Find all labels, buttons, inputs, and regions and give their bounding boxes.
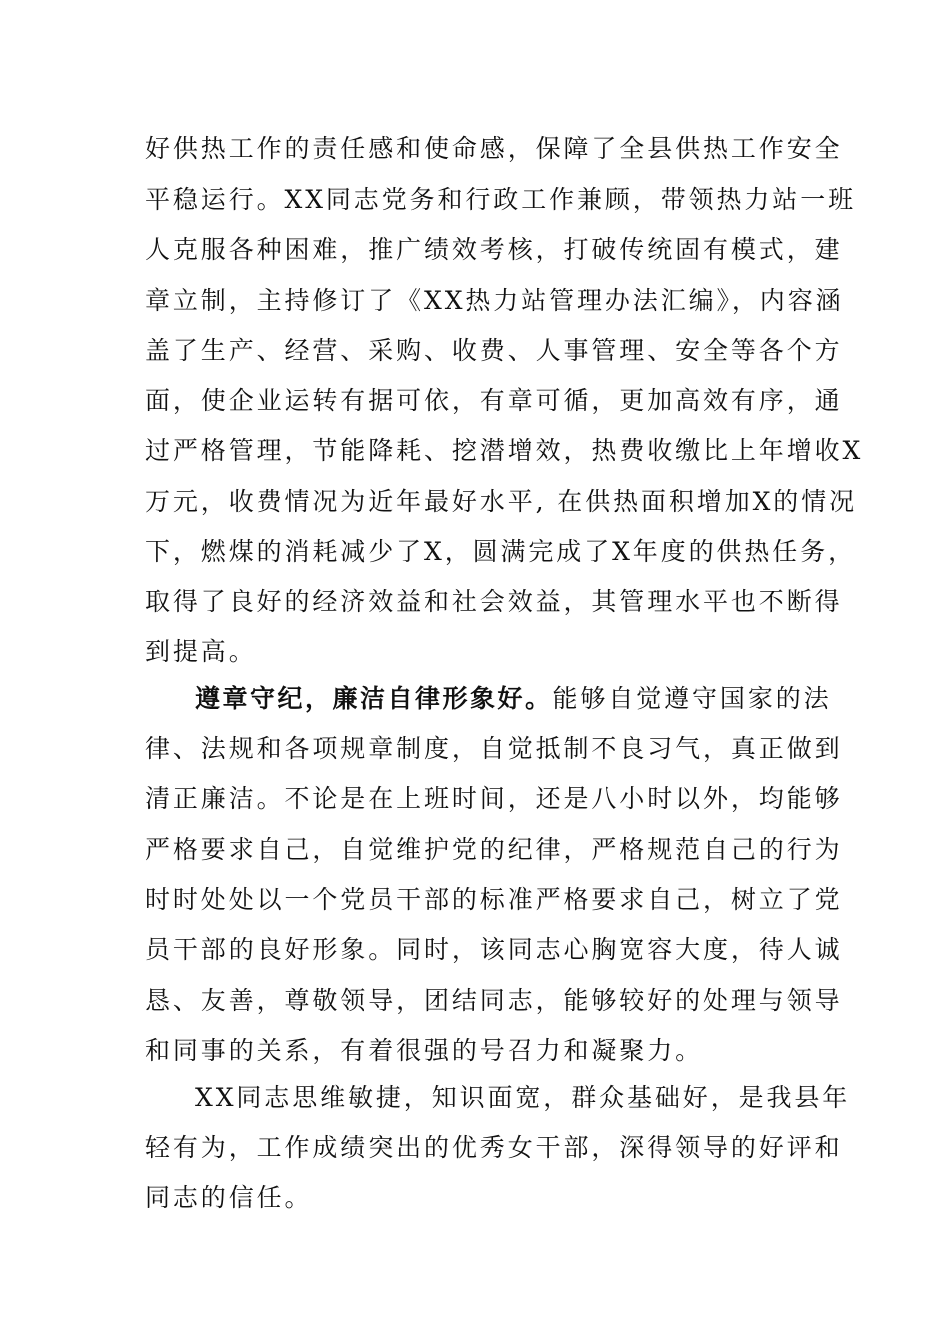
paragraph-1-line-9: 下，燃煤的消耗减少了X，圆满完成了X年度的供热任务， xyxy=(145,537,856,566)
paragraph-1-line-8: 万元，收费情况为近年最好水平, 在供热面积增加X的情况 xyxy=(145,487,857,516)
paragraph-2-line-5: 时时处处以一个党员干部的标准严格要求自己，树立了党 xyxy=(145,885,843,914)
paragraph-3-line-3: 同志的信任。 xyxy=(145,1183,313,1212)
paragraph-1-line-5: 盖了生产、经营、采购、收费、人事管理、安全等各个方 xyxy=(145,336,843,365)
paragraph-3-line-2: 轻有为，工作成绩突出的优秀女干部，深得领导的好评和 xyxy=(145,1133,843,1162)
paragraph-1-line-3: 人克服各种困难，推广绩效考核，打破传统固有模式，建 xyxy=(145,235,843,264)
paragraph-3-line-1: XX同志思维敏捷，知识面宽，群众基础好，是我县年 xyxy=(195,1083,851,1112)
paragraph-2-line-6: 员干部的良好形象。同时，该同志心胸宽容大度，待人诚 xyxy=(145,935,843,964)
paragraph-2-line-2: 律、法规和各项规章制度，自觉抵制不良习气，真正做到 xyxy=(145,734,843,763)
paragraph-2-line-1 xyxy=(195,682,832,716)
paragraph-1-line-6: 面，使企业运转有据可依，有章可循，更加高效有序，通 xyxy=(145,386,843,415)
paragraph-1-line-10: 取得了良好的经济效益和社会效益，其管理水平也不断得 xyxy=(145,587,843,616)
paragraph-2-line-3: 清正廉洁。不论是在上班时间，还是八小时以外，均能够 xyxy=(145,784,843,813)
paragraph-2-line-7: 恳、友善，尊敬领导，团结同志，能够较好的处理与领导 xyxy=(145,986,843,1015)
paragraph-2-line-1-rest: 能够自觉遵守国家的法 xyxy=(552,684,832,713)
paragraph-2-line-4: 严格要求自己，自觉维护党的纪律，严格规范自己的行为 xyxy=(145,835,843,864)
paragraph-1-line-1: 好供热工作的责任感和使命感，保障了全县供热工作安全 xyxy=(145,134,843,163)
paragraph-1-line-7: 过严格管理，节能降耗、挖潜增效，热费收缴比上年增收X xyxy=(145,436,864,465)
paragraph-1-line-11: 到提高。 xyxy=(145,637,257,666)
paragraph-1-line-4: 章立制，主持修订了《XX热力站管理办法汇编》，内容涵 xyxy=(145,286,844,315)
paragraph-2-line-8: 和同事的关系，有着很强的号召力和凝聚力。 xyxy=(145,1036,704,1065)
paragraph-1-line-2: 平稳运行。XX同志党务和行政工作兼顾，带领热力站一班 xyxy=(145,185,856,214)
paragraph-2-heading: 遵章守纪，廉洁自律形象好。 xyxy=(195,684,553,713)
